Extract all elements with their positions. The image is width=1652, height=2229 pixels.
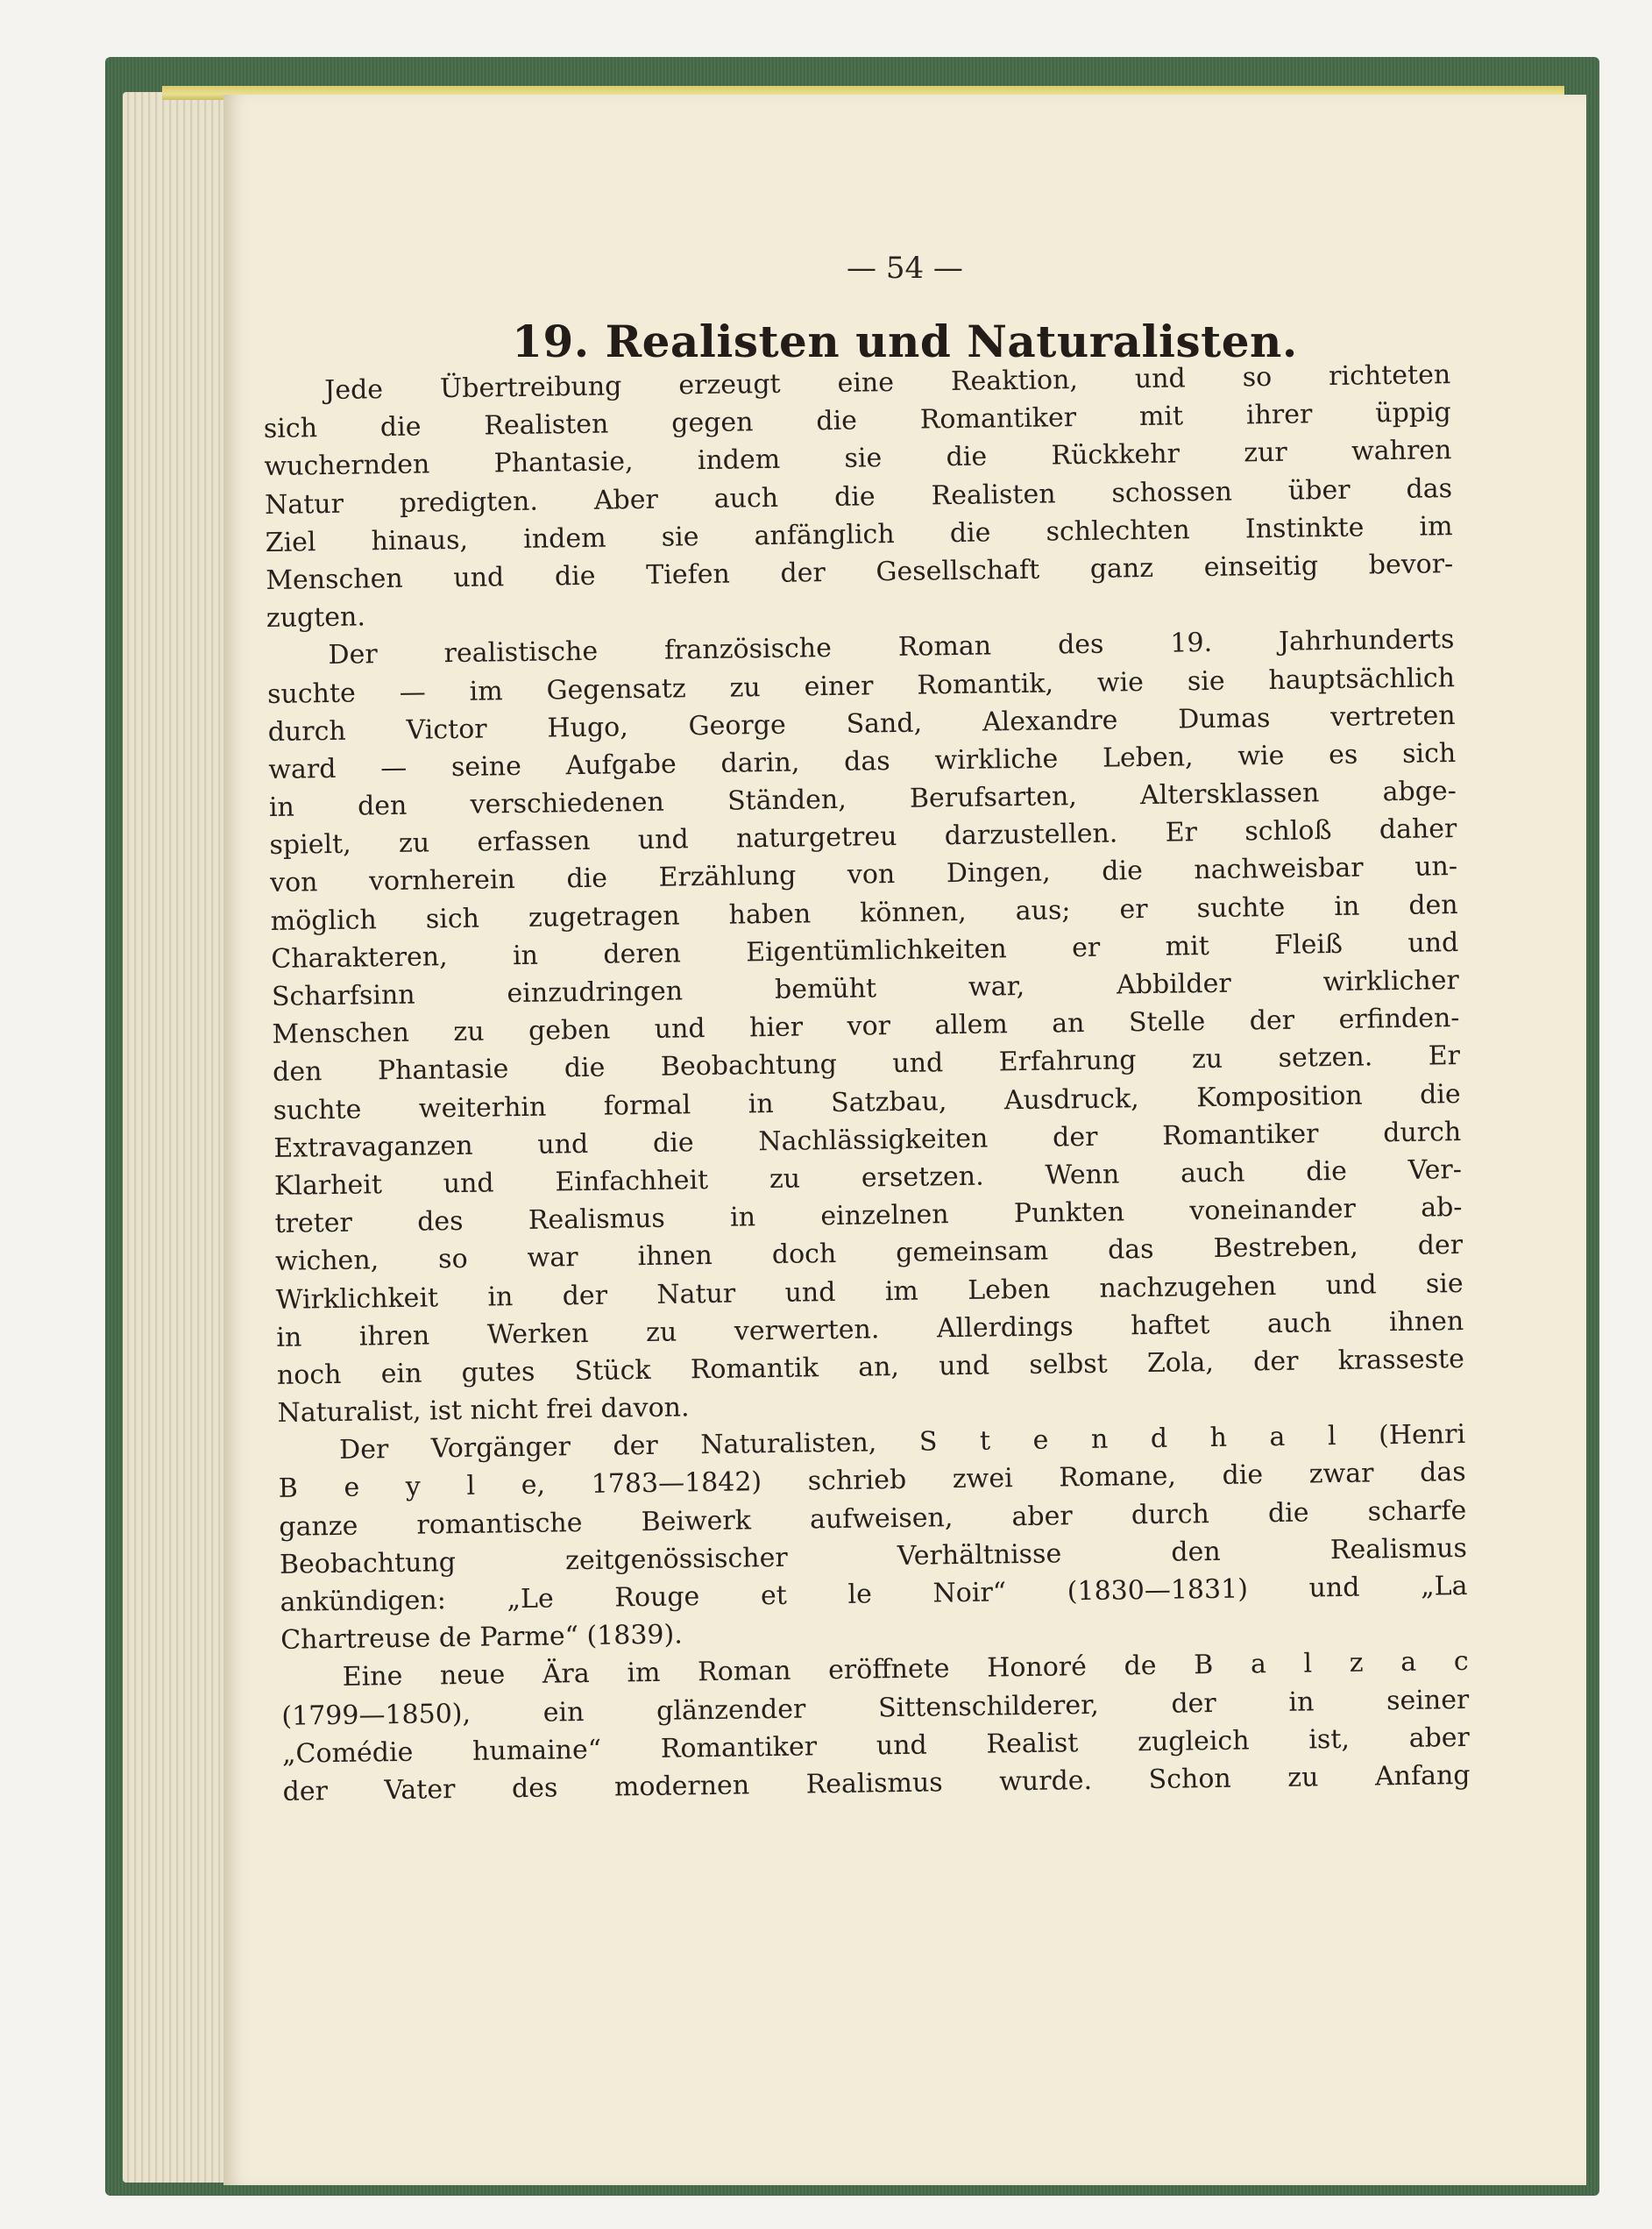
text-line: Der realistische französische Roman des 19. Jahrhunderts [328,624,1455,671]
body-text [263,356,1471,1811]
text-line: Eine neue Ära im Roman eröffnete Honoré de B a l z a c [342,1646,1469,1693]
text-line: ganze romantische Beiwerk aufweisen, aber durch die scharfe [279,1494,1467,1543]
text-line: wichen, so war ihnen doch gemeinsam das Bestreben, der [274,1230,1464,1278]
text-line: Menschen und die Tiefen der Gesellschaft ganz einseitig bevor- [266,548,1454,596]
text-line: Der Vorgänger der Naturalisten, S t e n d h a l (Henri [338,1419,1466,1466]
text-line: in den verschiedenen Ständen, Berufsarten, Altersklassen abge- [268,776,1457,824]
text-line: suchte — im Gegensatz zu einer Romantik, wie sie hauptsächlich [266,662,1456,710]
page-edges [123,92,232,2183]
text-line: Charakteren, in deren Eigentümlichkeiten er mit Fleiß und [271,926,1459,975]
text-line: Wirklichkeit in der Natur und im Leben nachzugehen und sie [275,1267,1464,1316]
text-line: Natur predigten. Aber auch die Realisten schossen über das [264,472,1453,521]
text-line: noch ein gutes Stück Romantik an, und selbst Zola, der krasseste [276,1343,1465,1391]
text-line: (1799—1850), ein glänzender Sittenschilderer, der in seiner [281,1684,1470,1732]
text-line: Menschen zu geben und hier vor allem an Stelle der erfinden- [272,1003,1460,1051]
text-line: ward — seine Aufgabe darin, das wirkliche Leben, wie es sich [268,737,1457,785]
page-number: — 54 — [847,251,963,286]
text-line: Klarheit und Einfachheit zu ersetzen. Wenn auch die Ver- [273,1154,1463,1202]
text-line: ankündigen: „Le Rouge et le Noir“ (1830—1831) und „La [280,1570,1468,1618]
text-line: spielt, zu erfassen und naturgetreu darzustellen. Er schloß daher [269,813,1457,862]
text-line: der Vater des modernen Realismus wurde. Schon zu Anfang [282,1759,1471,1807]
text-line: Ziel hinaus, indem sie anfänglich die schlechten Instinkte im [265,510,1453,558]
text-line: Scharfsinn einzudringen bemüht war, Abbilder wirklicher [271,965,1460,1012]
text-line: Naturalist, ist nicht frei davon. [277,1392,690,1429]
text-line: möglich sich zugetragen haben können, aus; er suchte in den [270,889,1458,937]
text-line: wuchernden Phantasie, indem sie die Rückkehr zur wahren [264,435,1452,483]
text-line: suchte weiterhin formal in Satzbau, Ausdruck, Komposition die [273,1078,1461,1126]
text-line: zugten. [266,601,366,635]
chapter-title: 19. Realisten und Naturalisten. [512,316,1298,367]
text-line: B e y l e, 1783—1842) schrieb zwei Romane, die zwar das [278,1457,1466,1505]
text-line: von vornherein die Erzählung von Dingen, die nachweisbar un- [269,851,1458,899]
text-line: Chartreuse de Parme“ (1839). [280,1619,683,1657]
text-line: in ihren Werken zu verwerten. Allerdings haftet auch ihnen [276,1305,1464,1353]
text-line: sich die Realisten gegen die Romantiker mit ihrer üppig [263,397,1452,445]
text-line: Beobachtung zeitgenössischer Verhältnisse den Realismus [279,1532,1468,1580]
text-line: Extravaganzen und die Nachlässigkeiten der Romantiker durch [273,1116,1462,1164]
text-line: Jede Übertreibung erzeugt eine Reaktion, und so richteten [324,359,1451,407]
text-line: treter des Realismus in einzelnen Punkten voneinander ab- [274,1192,1463,1240]
text-line: „Comédie humaine“ Romantiker und Realist zugleich ist, aber [281,1721,1471,1770]
text-line: durch Victor Hugo, George Sand, Alexandre Dumas vertreten [267,699,1456,748]
text-line: den Phantasie die Beobachtung und Erfahrung zu setzen. Er [272,1040,1461,1089]
